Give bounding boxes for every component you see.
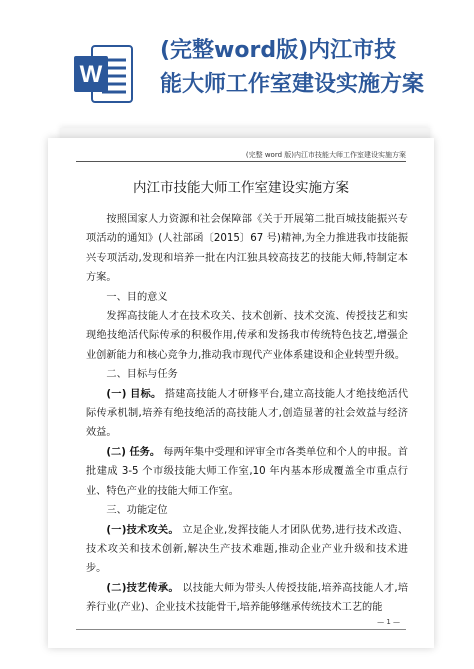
section-2-paragraph-1 — [86, 385, 408, 443]
banner-title-line2: 能大师工作室建设实施方案 — [160, 72, 425, 97]
svg-text:W: W — [79, 61, 103, 88]
running-header: (完整 word 版)内江市技能大师工作室建设实施方案 — [245, 151, 406, 159]
banner-title — [160, 34, 460, 102]
section-2-heading: 二、目标与任务 — [106, 369, 178, 381]
section-2-p2-lead: (二) 任务。 — [106, 446, 161, 458]
document-page — [48, 138, 434, 648]
intro-paragraph: 按照国家人力资源和社会保障部《关于开展第二批百城技能振兴专项活动的通知》(人社部函〔2015〕67 号)精神,为全力推进我市技能振兴专项活动,发现和培养一批在内江独具较高技艺的技能大师,特制定本方案。 — [86, 214, 408, 284]
section-3-heading: 三、功能定位 — [106, 505, 168, 517]
section-3-paragraph-1 — [86, 521, 408, 579]
section-2-p1-lead: (一) 目标。 — [106, 388, 162, 400]
section-1-heading: 一、目的意义 — [106, 291, 168, 303]
section-2-p2-body: 每两年集中受理和评审全市各类单位和个人的申报。首批建成 3-5 个市级技能大师工作室,10 年内基本形成覆盖全市重点行业、特色产业的技能大师工作室。 — [86, 446, 408, 497]
document-banner — [0, 0, 474, 128]
document-title: 内江市技能大师工作室建设实施方案 — [133, 180, 349, 196]
header-rule — [76, 161, 406, 162]
section-3-p1-body: 立足企业,发挥技能人才团队优势,进行技术改造、技术攻关和技术创新,解决生产技术难题,推动企业产业升级和技术进步。 — [86, 524, 409, 575]
document-body — [86, 210, 408, 618]
page-number: — 1 — — [377, 618, 400, 626]
footer-rule — [76, 629, 406, 630]
section-3-p2-body: 以技能大师为带头人传授技能,培养高技能人才,培养行业(产业)、企业技术技能骨干,培养能够继承传统技术工艺的能 — [86, 582, 409, 614]
section-2-paragraph-2 — [86, 443, 408, 501]
section-3-paragraph-2 — [86, 579, 408, 618]
section-1-body: 发挥高技能人才在技术攻关、技术创新、技术交流、传授技艺和实现绝技绝活代际传承的积极作用,传承和发扬我市传统特色技艺,增强企业创新能力和核心竞争力,推动我市现代产业体系建设和企业转型升级。 — [86, 311, 408, 361]
word-icon — [72, 42, 136, 106]
banner-title-line1: (完整word版)内江市技 — [160, 38, 397, 63]
section-3-p2-lead: (二)技艺传承。 — [106, 582, 179, 594]
section-2-p1-body: 搭建高技能人才研修平台,建立高技能人才绝技绝活代际传承机制,培养有绝技绝活的高技能人才,创造显著的社会效益与经济效益。 — [86, 388, 409, 439]
section-3-p1-lead: (一)技术攻关。 — [106, 524, 179, 536]
